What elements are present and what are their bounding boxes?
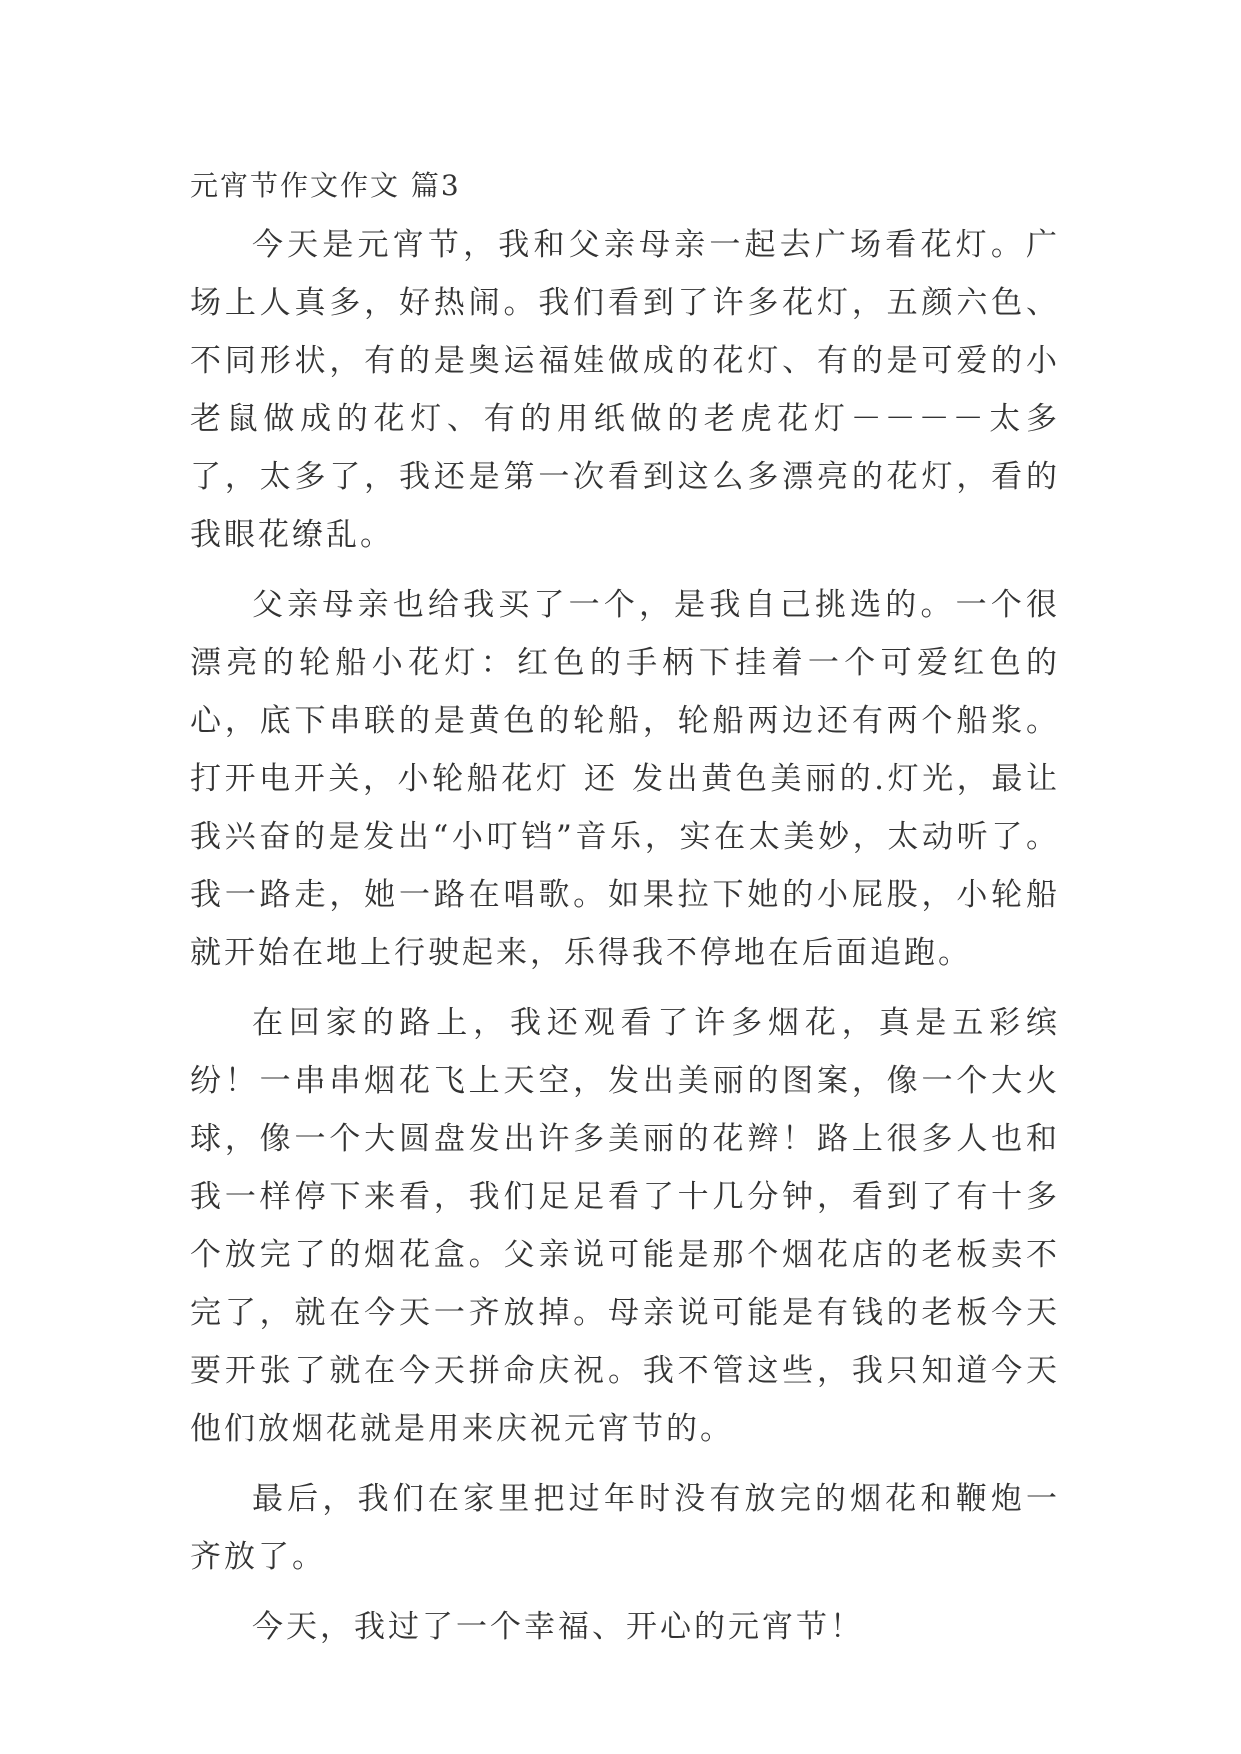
document-body xyxy=(190,160,1060,1668)
paragraph-5: 今天，我过了一个幸福、开心的元宵节！ xyxy=(252,1609,864,1645)
document-title: 元宵节作文作文 篇3 xyxy=(190,169,461,202)
paragraph-1: 今天是元宵节，我和父亲母亲一起去广场看花灯。广场上人真多，好热闹。我们看到了许多花灯，五颜六色、不同形状，有的是奥运福娃做成的花灯、有的是可爱的小老鼠做成的花灯、有的用纸做的老虎花灯－－－－太多了，太多了，我还是第一次看到这么多漂亮的花灯，看的我眼花缭乱。 xyxy=(190,227,1060,553)
paragraph-4: 最后，我们在家里把过年时没有放完的烟花和鞭炮一齐放了。 xyxy=(190,1481,1060,1575)
paragraph-3: 在回家的路上，我还观看了许多烟花，真是五彩缤纷！一串串烟花飞上天空，发出美丽的图案，像一个大火球，像一个大圆盘发出许多美丽的花辫！路上很多人也和我一样停下来看，我们足足看了十几分钟，看到了有十多个放完了的烟花盒。父亲说可能是那个烟花店的老板卖不完了，就在今天一齐放掉。母亲说可能是有钱的老板今天要开张了就在今天拼命庆祝。我不管这些，我只知道今天他们放烟花就是用来庆祝元宵节的。 xyxy=(190,1005,1060,1447)
paragraph-2: 父亲母亲也给我买了一个，是我自己挑选的。一个很漂亮的轮船小花灯：红色的手柄下挂着一个可爱红色的心，底下串联的是黄色的轮船，轮船两边还有两个船浆。打开电开关，小轮船花灯 还 发出黄色美丽的.灯光，最让我兴奋的是发出“小叮铛”音乐，实在太美妙，太动听了。我一路走，她一路在唱歌。如果拉下她的小屁股，小轮船就开始在地上行驶起来，乐得我不停地在后面追跑。 xyxy=(190,587,1060,971)
